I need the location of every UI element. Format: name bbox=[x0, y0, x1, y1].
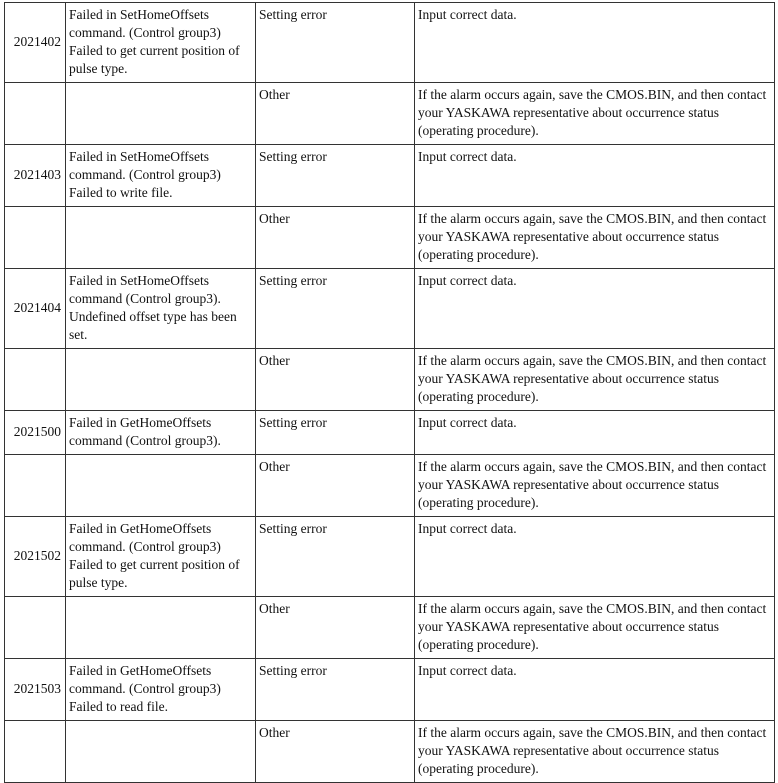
table-row bbox=[5, 517, 775, 597]
alarm-cause: Other bbox=[256, 349, 415, 411]
alarm-remedy: If the alarm occurs again, save the CMOS.BIN, and then contact your YASKAWA representative about occurrence status (operating procedure). bbox=[415, 455, 775, 517]
alarm-remedy: Input correct data. bbox=[415, 3, 775, 83]
alarm-remedy: Input correct data. bbox=[415, 411, 775, 455]
table-row bbox=[5, 411, 775, 455]
alarm-remedy: Input correct data. bbox=[415, 145, 775, 207]
alarm-cause: Setting error bbox=[256, 269, 415, 349]
alarm-remedy: Input correct data. bbox=[415, 517, 775, 597]
alarm-code bbox=[5, 455, 66, 517]
alarm-description bbox=[66, 455, 256, 517]
alarm-cause: Other bbox=[256, 83, 415, 145]
alarm-remedy: If the alarm occurs again, save the CMOS.BIN, and then contact your YASKAWA representative about occurrence status (operating procedure). bbox=[415, 721, 775, 783]
alarm-description bbox=[66, 207, 256, 269]
alarm-code: 2021503 bbox=[5, 659, 66, 721]
alarm-cause: Setting error bbox=[256, 411, 415, 455]
table-row bbox=[5, 659, 775, 721]
alarm-remedy: If the alarm occurs again, save the CMOS.BIN, and then contact your YASKAWA representative about occurrence status (operating procedure). bbox=[415, 207, 775, 269]
table-row bbox=[5, 269, 775, 349]
alarm-code bbox=[5, 349, 66, 411]
alarm-table bbox=[4, 2, 775, 783]
alarm-description: Failed in GetHomeOffsets command (Control group3). bbox=[66, 411, 256, 455]
table-row bbox=[5, 349, 775, 411]
alarm-cause: Other bbox=[256, 455, 415, 517]
alarm-code bbox=[5, 597, 66, 659]
table-row bbox=[5, 455, 775, 517]
alarm-code: 2021404 bbox=[5, 269, 66, 349]
alarm-code bbox=[5, 721, 66, 783]
alarm-cause: Other bbox=[256, 721, 415, 783]
table-row bbox=[5, 145, 775, 207]
alarm-description bbox=[66, 349, 256, 411]
alarm-cause: Setting error bbox=[256, 659, 415, 721]
alarm-cause: Setting error bbox=[256, 145, 415, 207]
table-row bbox=[5, 597, 775, 659]
alarm-description: Failed in SetHomeOffsets command (Control group3). Undefined offset type has been set. bbox=[66, 269, 256, 349]
alarm-description bbox=[66, 83, 256, 145]
alarm-description: Failed in GetHomeOffsets command. (Control group3) Failed to read file. bbox=[66, 659, 256, 721]
alarm-code: 2021500 bbox=[5, 411, 66, 455]
table-row bbox=[5, 721, 775, 783]
alarm-remedy: If the alarm occurs again, save the CMOS.BIN, and then contact your YASKAWA representative about occurrence status (operating procedure). bbox=[415, 597, 775, 659]
alarm-description: Failed in SetHomeOffsets command. (Control group3) Failed to write file. bbox=[66, 145, 256, 207]
alarm-code: 2021402 bbox=[5, 3, 66, 83]
alarm-description bbox=[66, 721, 256, 783]
alarm-cause: Setting error bbox=[256, 3, 415, 83]
alarm-remedy: If the alarm occurs again, save the CMOS.BIN, and then contact your YASKAWA representative about occurrence status (operating procedure). bbox=[415, 349, 775, 411]
table-row bbox=[5, 3, 775, 83]
alarm-cause: Other bbox=[256, 597, 415, 659]
alarm-code bbox=[5, 83, 66, 145]
alarm-description: Failed in GetHomeOffsets command. (Control group3) Failed to get current position of pulse type. bbox=[66, 517, 256, 597]
alarm-description bbox=[66, 597, 256, 659]
alarm-remedy: Input correct data. bbox=[415, 659, 775, 721]
alarm-code: 2021502 bbox=[5, 517, 66, 597]
alarm-code: 2021403 bbox=[5, 145, 66, 207]
alarm-remedy: If the alarm occurs again, save the CMOS.BIN, and then contact your YASKAWA representative about occurrence status (operating procedure). bbox=[415, 83, 775, 145]
table-row bbox=[5, 83, 775, 145]
table-row bbox=[5, 207, 775, 269]
alarm-description: Failed in SetHomeOffsets command. (Control group3) Failed to get current position of pulse type. bbox=[66, 3, 256, 83]
alarm-cause: Setting error bbox=[256, 517, 415, 597]
alarm-code bbox=[5, 207, 66, 269]
alarm-cause: Other bbox=[256, 207, 415, 269]
alarm-remedy: Input correct data. bbox=[415, 269, 775, 349]
